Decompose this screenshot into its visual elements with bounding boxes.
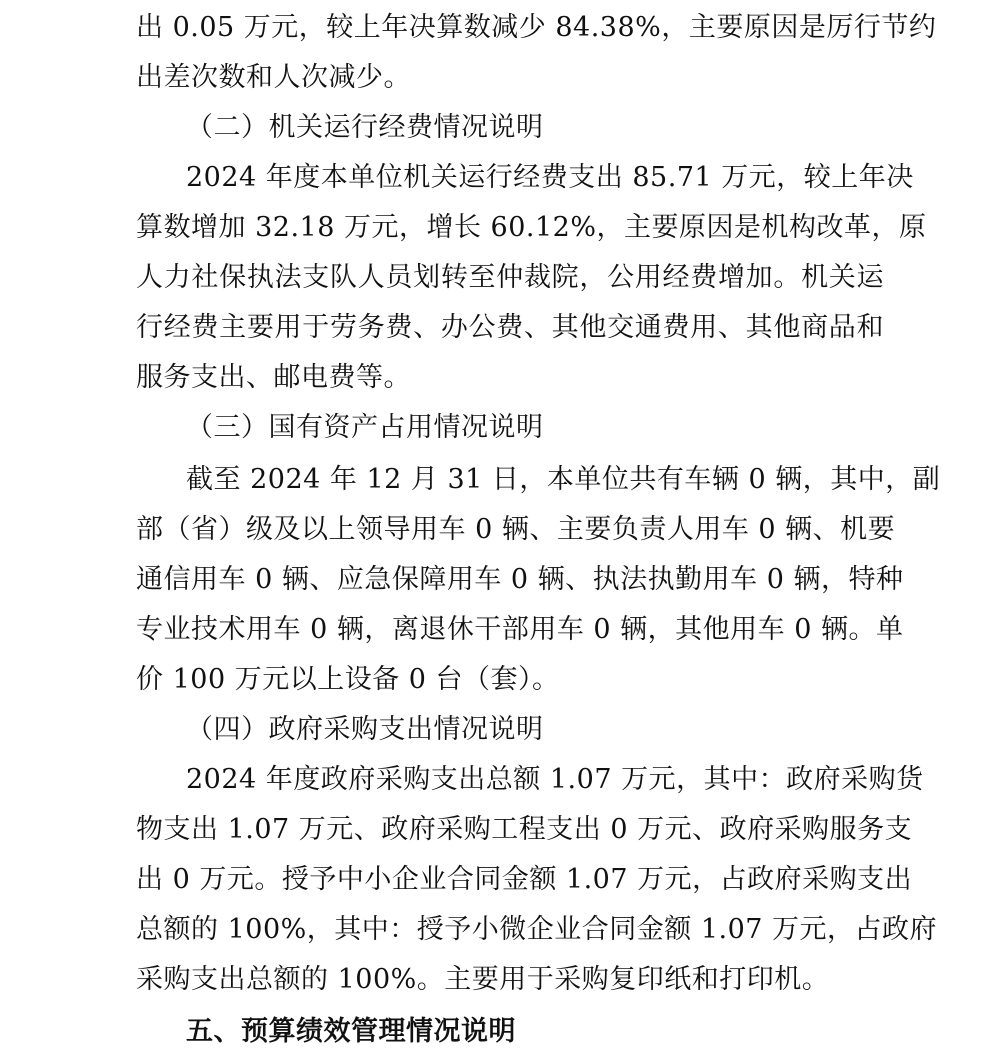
- paragraph-line: 截至 2024 年 12 月 31 日，本单位共有车辆 0 辆，其中，副: [186, 464, 941, 495]
- chapter-heading: 五、预算绩效管理情况说明: [186, 1016, 516, 1047]
- section-heading: （四）政府采购支出情况说明: [186, 714, 544, 745]
- paragraph-line: 专业技术用车 0 辆，离退休干部用车 0 辆，其他用车 0 辆。单: [136, 614, 904, 645]
- paragraph-line: 采购支出总额的 100%。主要用于采购复印纸和打印机。: [136, 964, 830, 995]
- paragraph-line: 算数增加 32.18 万元，增长 60.12%，主要原因是机构改革，原: [136, 212, 927, 243]
- paragraph-line: 通信用车 0 辆、应急保障用车 0 辆、执法执勤用车 0 辆，特种: [136, 564, 904, 595]
- paragraph-line: 物支出 1.07 万元、政府采购工程支出 0 万元、政府采购服务支: [136, 814, 913, 845]
- paragraph-line: 2024 年度本单位机关运行经费支出 85.71 万元，较上年决: [186, 162, 914, 193]
- section-heading: （二）机关运行经费情况说明: [186, 112, 544, 143]
- paragraph-line: 2024 年度政府采购支出总额 1.07 万元，其中：政府采购货: [186, 764, 924, 795]
- paragraph-line: 行经费主要用于劳务费、办公费、其他交通费用、其他商品和: [136, 312, 884, 343]
- paragraph-line: 总额的 100%，其中：授予小微企业合同金额 1.07 万元，占政府: [136, 914, 938, 945]
- paragraph-line: 部（省）级及以上领导用车 0 辆、主要负责人用车 0 辆、机要: [136, 514, 896, 545]
- paragraph-line: 服务支出、邮电费等。: [136, 362, 411, 393]
- paragraph-line: 出差次数和人次减少。: [136, 62, 411, 93]
- paragraph-line: 人力社保执法支队人员划转至仲裁院，公用经费增加。机关运: [136, 262, 884, 293]
- section-heading: （三）国有资产占用情况说明: [186, 412, 544, 443]
- paragraph-line: 出 0.05 万元，较上年决算数减少 84.38%，主要原因是厉行节约: [136, 12, 937, 43]
- paragraph-line: 价 100 万元以上设备 0 台（套）。: [136, 664, 560, 695]
- paragraph-line: 出 0 万元。授予中小企业合同金额 1.07 万元，占政府采购支出: [136, 864, 913, 895]
